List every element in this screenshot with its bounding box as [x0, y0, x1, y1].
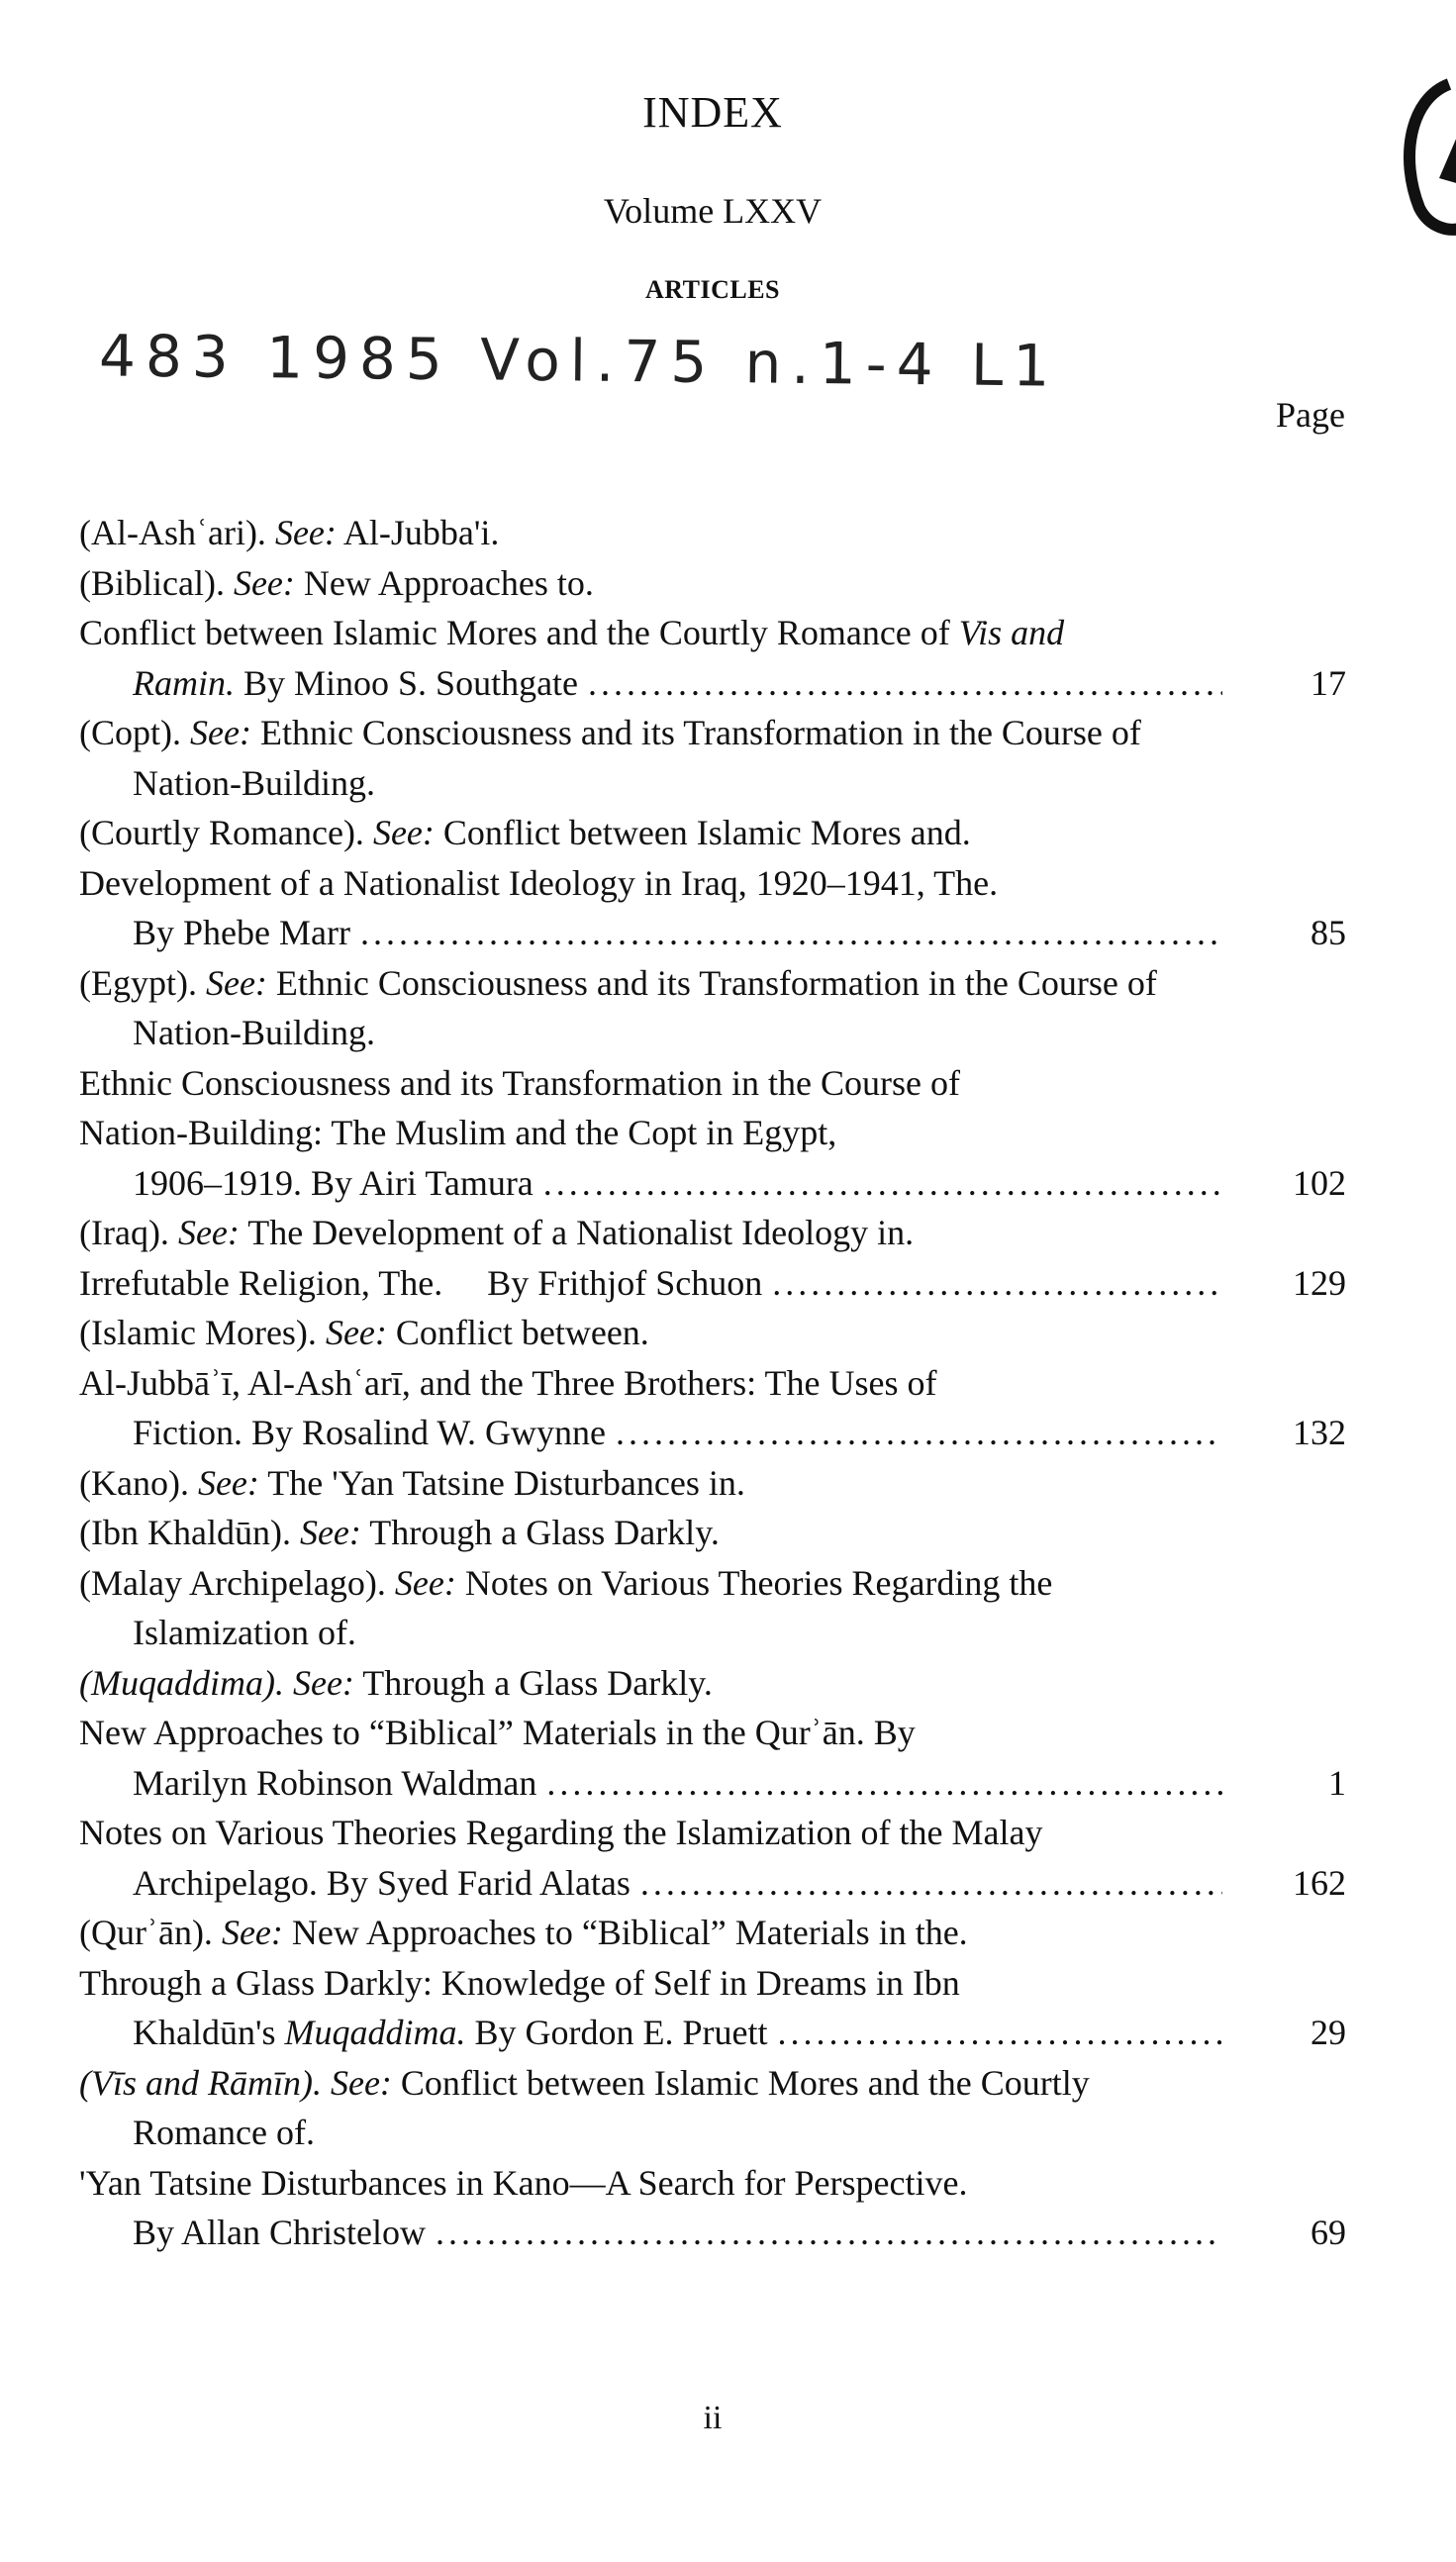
list-item: Development of a Nationalist Ideology in Iraq, 1920–1941, The. By Phebe Marr ..... 85 — [79, 858, 1346, 958]
list-item: (Egypt). See: Ethnic Consciousness and its Transformation in the Course of Nation-Building. — [79, 962, 1157, 1052]
section-heading: ARTICLES — [644, 275, 781, 304]
list-item: 'Yan Tatsine Disturbances in Kano—A Search for Perspective. By Allan Christelow ..... 69 — [79, 2158, 1346, 2258]
handwritten-call-number: 483 1985 Vol.75 n.1-4 L1 — [98, 322, 1060, 400]
page-number: 85 — [1310, 913, 1346, 952]
list-item: New Approaches to “Biblical” Materials in the Qurʾān. By Marilyn Robinson Waldman ..... 1 — [79, 1708, 1346, 1808]
list-item: (Muqaddima). See: Through a Glass Darkly. — [79, 1662, 713, 1703]
list-item: (Kano). See: The 'Yan Tatsine Disturbances in. — [79, 1462, 745, 1503]
list-item: (Courtly Romance). See: Conflict between Islamic Mores and. — [79, 813, 971, 852]
page-number: 162 — [1293, 1862, 1346, 1903]
page-number: 69 — [1310, 2213, 1346, 2252]
volume-label: Volume LXXV — [603, 191, 823, 231]
list-item: (Copt). See: Ethnic Consciousness and its Transformation in the Course of Nation-Building. — [79, 713, 1141, 803]
list-item: (Al-Ashʿari). See: Al-Jubba'i. — [79, 513, 500, 552]
page-folio: ii — [703, 2400, 723, 2436]
page-number: 102 — [1293, 1162, 1346, 1203]
list-item: Ethnic Consciousness and its Transformation in the Course of Nation-Building: The Muslim and the Copt in Egypt, 1906–1919. By Airi Tamura ..... 102 — [79, 1058, 1346, 1209]
list-item: (Ibn Khaldūn). See: Through a Glass Darkly. — [79, 1513, 720, 1552]
index-entries — [79, 508, 1346, 2258]
list-item: (Qurʾān). See: New Approaches to “Biblical” Materials in the. — [79, 1913, 968, 1952]
list-item: Notes on Various Theories Regarding the Islamization of the Malay Archipelago. By Syed Farid Alatas ..... 162 — [79, 1808, 1346, 1908]
page-number: 17 — [1310, 662, 1346, 703]
list-item: Conflict between Islamic Mores and the Courtly Romance of Vis and Ramin. By Minoo S. Southgate ..... 17 — [79, 608, 1346, 708]
list-item: (Islamic Mores). See: Conflict between. — [79, 1313, 649, 1352]
page-column-label: Page — [1276, 395, 1345, 435]
list-item: (Vīs and Rāmīn). See: Conflict between Islamic Mores and the Courtly Romance of. — [79, 2062, 1090, 2152]
page-title: INDEX — [642, 88, 783, 137]
corner-mark-icon — [1380, 69, 1456, 243]
page-number: 29 — [1310, 2013, 1346, 2052]
list-item: (Malay Archipelago). See: Notes on Various Theories Regarding the Islamization of. — [79, 1562, 1053, 1652]
page-number: 129 — [1293, 1262, 1346, 1303]
page-number: 132 — [1293, 1413, 1346, 1452]
list-item: Irrefutable Religion, The. By Frithjof Schuon ..... 129 — [79, 1258, 1346, 1309]
page-number: 1 — [1328, 1762, 1346, 1803]
list-item: (Biblical). See: New Approaches to. — [79, 562, 594, 603]
list-item: Al-Jubbāʾī, Al-Ashʿarī, and the Three Brothers: The Uses of Fiction. By Rosalind W. Gwynne ..... 132 — [79, 1358, 1346, 1458]
list-item: (Iraq). See: The Development of a Nationalist Ideology in. — [79, 1213, 915, 1252]
list-item: Through a Glass Darkly: Knowledge of Self in Dreams in Ibn Khaldūn's Muqaddima. By Gordon E. Pruett ..... 29 — [79, 1958, 1346, 2058]
